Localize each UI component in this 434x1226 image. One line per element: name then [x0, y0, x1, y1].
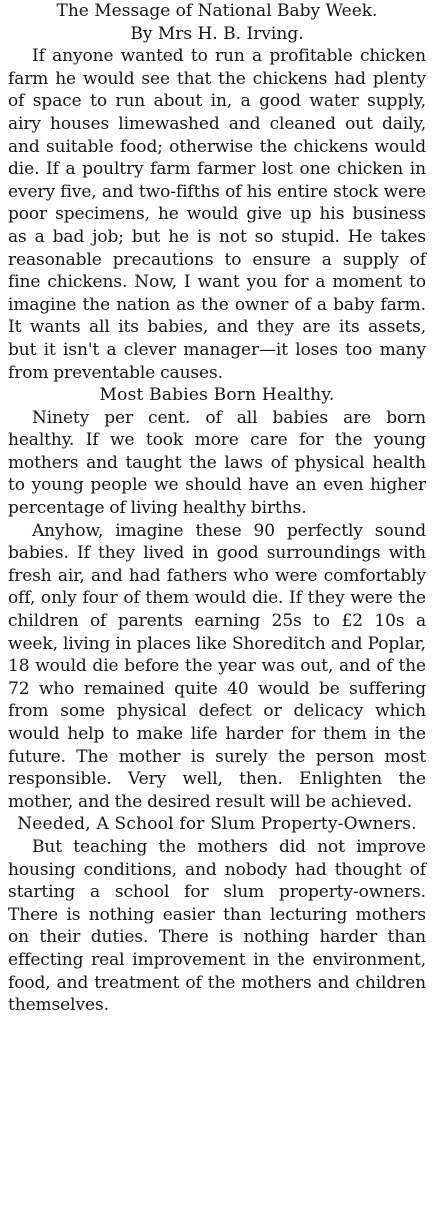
article-headline: The Message of National Baby Week.: [56, 1, 378, 21]
paragraph-imagine-babies: Anyhow, imagine these 90 perfectly sound babies. If they lived in good surroundings with fresh air, and had fathers who were comfortably off, only four of them would die. If they were the children of parents earning 25s to £2 10s a week, living in places like Shoreditch and Poplar, 18 would die before the year was out, and of the 72 who remained quite 40 would be suffering from some physical defect or delicacy which would help to make life harder for them in the future. The mother is surely the person most responsible. Very well, then. Enlighten the mother, and the desired result will be achieved.: [8, 520, 426, 812]
paragraph-teaching-mothers: But teaching the mothers did not improve housing conditions, and nobody had thought of starting a school for slum property-owners. There is nothing easier than lecturing mothers on their duties. There is nothing harder than effecting real improvement in the environment, food, and treatment of the mothers and children themselves.: [8, 836, 426, 1016]
section-heading-slum-school: Needed, A School for Slum Property-Owners.: [17, 814, 417, 835]
article-column: [8, 0, 426, 1017]
paragraph-intro: If anyone wanted to run a profitable chicken farm he would see that the chickens had plenty of space to run about in, a good water supply, airy houses limewashed and cleaned out daily, and suitable food; otherwise the chickens would die. If a poultry farm farmer lost one chicken in every five, and two-fifths of his entire stock were poor specimens, he would give up his business as a bad job; but he is not so stupid. He takes reasonable precautions to ensure a supply of fine chickens. Now, I want you for a moment to imagine the nation as the owner of a baby farm. It wants all its babies, and they are its assets, but it isn't a clever manager—it loses too many from preventable causes.: [8, 46, 426, 383]
section-heading-healthy-babies: Most Babies Born Healthy.: [99, 385, 335, 406]
article-byline: By Mrs H. B. Irving.: [130, 23, 304, 44]
paragraph-ninety-per-cent: Ninety per cent. of all babies are born healthy. If we took more care for the young mothers and taught the laws of physical health to young people we should have an even higher percentage of living healthy births.: [8, 407, 426, 519]
